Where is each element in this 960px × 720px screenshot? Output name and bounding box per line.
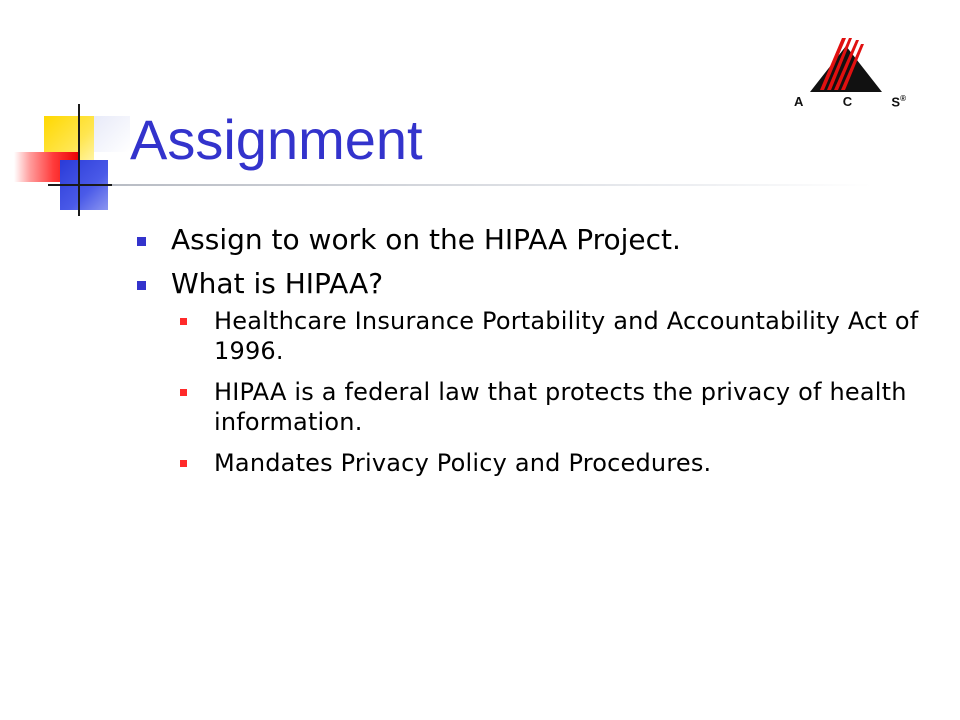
square-bullet-icon bbox=[137, 237, 146, 246]
bullet-item bbox=[134, 222, 934, 258]
sub-bullet-list bbox=[177, 306, 934, 478]
decor-vertical-line bbox=[78, 104, 80, 216]
sub-bullet-text: Healthcare Insurance Portability and Accountability Act of 1996. bbox=[214, 306, 919, 365]
acs-logo-icon bbox=[790, 30, 906, 94]
registered-mark: ® bbox=[900, 94, 906, 103]
sub-bullet-text: HIPAA is a federal law that protects the privacy of health information. bbox=[214, 377, 907, 436]
bullet-list bbox=[134, 222, 934, 489]
square-bullet-icon bbox=[180, 389, 187, 396]
square-bullet-icon bbox=[137, 281, 146, 290]
acs-logo bbox=[790, 30, 906, 120]
title-underline bbox=[112, 184, 872, 186]
square-bullet-icon bbox=[180, 460, 187, 467]
slide-title: Assignment bbox=[130, 108, 423, 171]
square-bullet-icon bbox=[180, 318, 187, 325]
logo-wordmark bbox=[794, 94, 906, 109]
sub-bullet-item bbox=[177, 306, 934, 366]
logo-letter: A bbox=[794, 94, 804, 109]
sub-bullet-item bbox=[177, 377, 934, 437]
sub-bullet-item bbox=[177, 448, 934, 478]
logo-letter: S® bbox=[891, 94, 906, 110]
logo-letter: C bbox=[842, 94, 853, 109]
decor-horizontal-line bbox=[48, 184, 112, 186]
bullet-item bbox=[134, 266, 934, 478]
decor-fade-square bbox=[94, 116, 130, 152]
sub-bullet-text: Mandates Privacy Policy and Procedures. bbox=[214, 448, 712, 477]
bullet-text: Assign to work on the HIPAA Project. bbox=[171, 223, 681, 256]
bullet-text: What is HIPAA? bbox=[171, 266, 384, 300]
